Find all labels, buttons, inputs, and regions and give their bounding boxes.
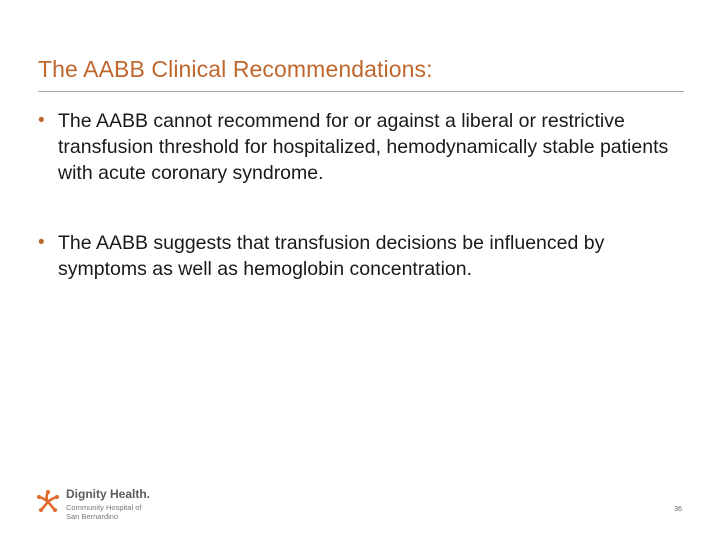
logo-subtitle-line1: Community Hospital of <box>66 503 142 512</box>
dignity-health-logo <box>34 486 194 526</box>
bullet-item <box>38 108 698 186</box>
bullet-text: The AABB cannot recommend for or against a liberal or restrictive transfusion threshold for hospitalized, hemodynamically stable patients with acute coronary syndrome. <box>58 110 669 184</box>
bullet-marker: • <box>38 110 45 131</box>
slide-title: The AABB Clinical Recommendations: <box>38 56 433 82</box>
bullet-list <box>38 108 698 326</box>
bullet-text: The AABB suggests that transfusion decisions be influenced by symptoms as well as hemoglobin concentration. <box>58 232 605 280</box>
logo-subtitle <box>66 503 141 521</box>
bullet-item <box>38 230 698 282</box>
logo-name: Dignity Health. <box>66 487 151 501</box>
page-number: 36 <box>674 506 682 513</box>
logo-subtitle-line2: San Bernardino <box>66 512 119 521</box>
bullet-marker: • <box>38 232 45 253</box>
title-divider <box>38 91 684 92</box>
dignity-health-star-icon <box>34 488 62 516</box>
